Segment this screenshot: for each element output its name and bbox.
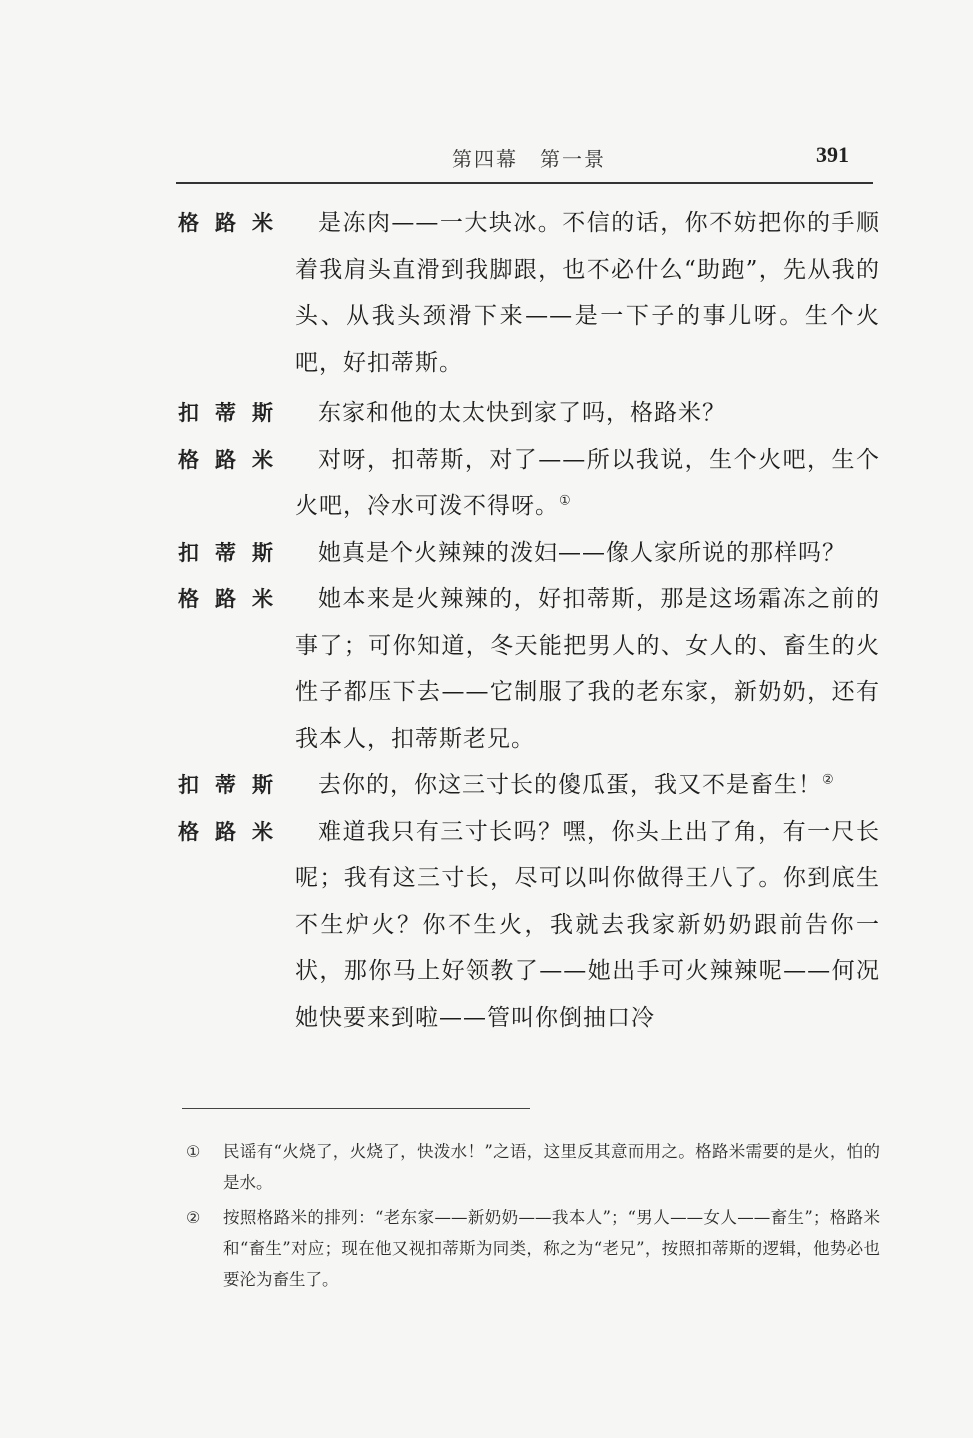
footnote-mark: ② (186, 1208, 201, 1227)
speech-content: 她本来是火辣辣的，好扣蒂斯，那是这场霜冻之前的事了；可你知道，冬天能把男人的、女人的、畜生的火性子都压下去——它制服了我的老东家，新奶奶，还有我本人，扣蒂斯老兄。 (295, 586, 880, 752)
speech-content: 去你的，你这三寸长的傻瓜蛋，我又不是畜生！ (318, 772, 822, 798)
page-number: 391 (816, 142, 849, 167)
dialogue-turn (176, 437, 880, 530)
speaker-name: 扣蒂斯 (178, 773, 289, 797)
footnote-text: 按照格路米的排列：“老东家——新奶奶——我本人”；“男人——女人——畜生”；格路米和“畜生”对应；现在他又视扣蒂斯为同类，称之为“老兄”，按照扣蒂斯的逻辑，他势必也要沦为畜生了。 (223, 1208, 880, 1289)
speaker-name: 格路米 (178, 211, 289, 235)
speech-content: 她真是个火辣辣的泼妇——像人家所说的那样吗？ (318, 539, 846, 566)
footnote (186, 1202, 880, 1295)
speaker-name: 格路米 (178, 819, 289, 844)
speech-content: 难道我只有三寸长吗？嘿，你头上出了角，有一尺长呢；我有这三寸长，尽可以叫你做得王八了。你到底生不生炉火？你不生火，我就去我家新奶奶跟前告你一状，那你马上好领教了——她出手可火辣辣呢——何况她快要来到啦——管叫你倒抽口冷 (295, 818, 880, 1031)
page-header (176, 140, 873, 184)
footnote (186, 1136, 880, 1198)
dialogue-turn (176, 576, 880, 762)
speaker-name: 格路米 (178, 587, 289, 611)
footnote-ref: ① (559, 493, 572, 509)
dialogue-turn (176, 390, 880, 437)
dialogue-body (176, 200, 880, 1041)
footnotes (186, 1136, 880, 1299)
footnote-ref: ② (822, 772, 835, 788)
dialogue-turn (176, 530, 880, 577)
footnote-divider (182, 1108, 530, 1109)
speaker-name: 格路米 (178, 447, 289, 472)
speech-content: 对呀，扣蒂斯，对了——所以我说，生个火吧，生个火吧，冷水可泼不得呀。 (295, 446, 880, 519)
dialogue-turn (176, 762, 880, 809)
speech-content: 是冻肉——一大块冰。不信的话，你不妨把你的手顺着我肩头直滑到我脚跟，也不必什么“助跑”，先从我的头、从我头颈滑下来——是一下子的事儿呀。生个火吧，好扣蒂斯。 (295, 210, 880, 376)
dialogue-turn (176, 200, 880, 386)
speaker-name: 扣蒂斯 (178, 540, 289, 565)
running-head: 第四幕 第一景 (452, 147, 606, 171)
footnote-mark: ① (186, 1142, 201, 1161)
speaker-name: 扣蒂斯 (178, 401, 289, 425)
footnote-text: 民谣有“火烧了，火烧了，快泼水！”之语，这里反其意而用之。格路米需要的是火，怕的是水。 (223, 1142, 880, 1192)
dialogue-turn (176, 809, 880, 1042)
speech-content: 东家和他的太太快到家了吗，格路米？ (318, 400, 726, 426)
